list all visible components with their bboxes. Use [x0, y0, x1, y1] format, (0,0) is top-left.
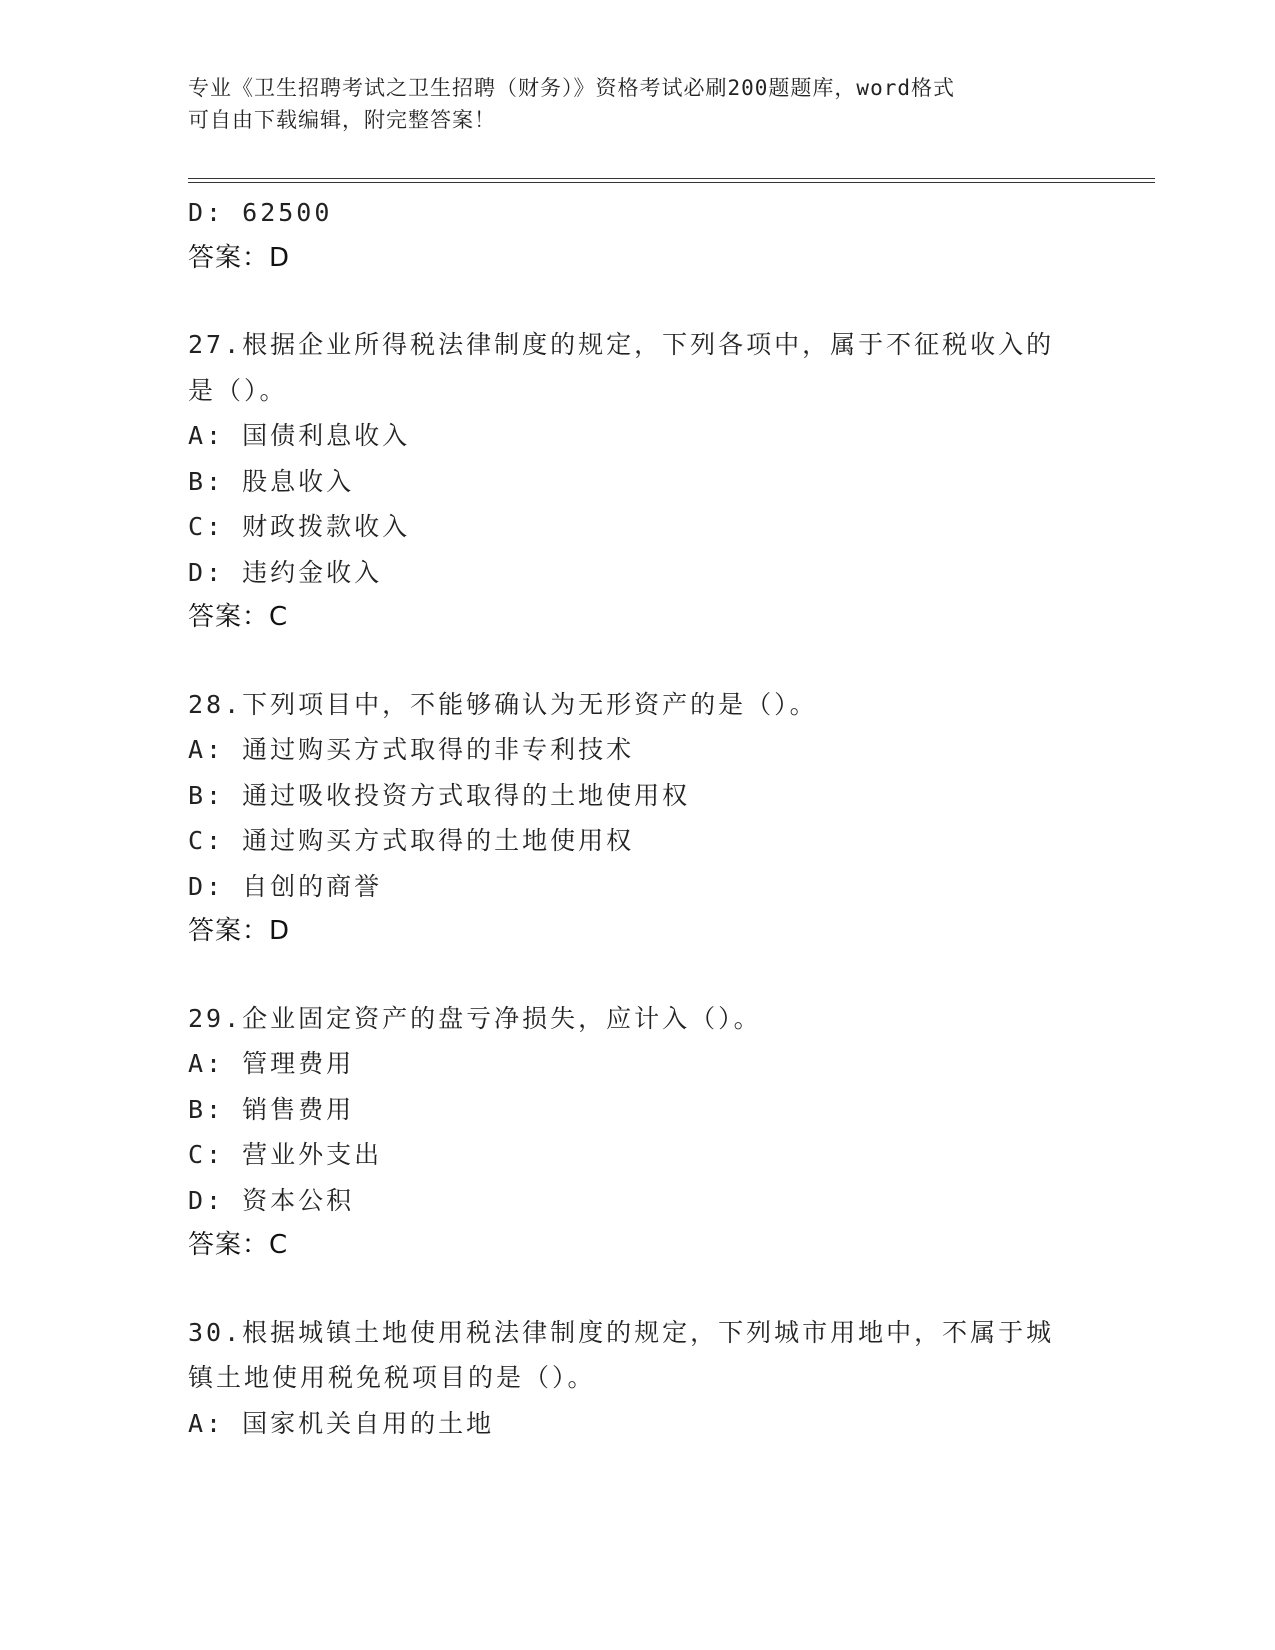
option-c: C: 财政拨款收入 [188, 512, 411, 541]
answer-line: 答案：D [188, 242, 291, 273]
question-stem-continued: 是（）。 [188, 375, 288, 405]
question-stem: 27.根据企业所得税法律制度的规定，下列各项中，属于不征税收入的 [188, 330, 1055, 359]
header-divider-top [188, 178, 1155, 179]
option-d: D: 违约金收入 [188, 557, 383, 587]
spacer [188, 1269, 1088, 1310]
option-d: D: 自创的商誉 [188, 871, 383, 901]
option-c: C: 通过购买方式取得的土地使用权 [188, 826, 635, 855]
question-28 [188, 682, 1088, 955]
option-b: B: 销售费用 [188, 1094, 355, 1124]
option-b: B: 股息收入 [188, 466, 355, 496]
option-d: D: 62500 [188, 198, 333, 227]
option-a: A: 通过购买方式取得的非专利技术 [188, 735, 635, 764]
option-b: B: 通过吸收投资方式取得的土地使用权 [188, 780, 691, 810]
question-stem: 29.企业固定资产的盘亏净损失，应计入（）。 [188, 1003, 762, 1033]
question-stem: 28.下列项目中，不能够确认为无形资产的是（）。 [188, 689, 818, 719]
option-a: A: 国家机关自用的土地 [188, 1408, 495, 1438]
answer-line: 答案：C [188, 602, 289, 632]
header-divider-bottom [188, 182, 1155, 183]
option-d: D: 资本公积 [188, 1185, 355, 1215]
spacer [188, 641, 1088, 682]
option-a: A: 管理费用 [188, 1049, 355, 1078]
page-header [188, 72, 1068, 136]
spacer [188, 955, 1088, 996]
answer-line: 答案：D [188, 916, 291, 946]
question-stem-continued: 镇土地使用税免税项目的是（）。 [188, 1363, 596, 1392]
header-title-line-1: 专业《卫生招聘考试之卫生招聘（财务）》资格考试必刷200题题库，word格式 [188, 76, 955, 100]
question-30 [188, 1310, 1088, 1447]
answer-line: 答案：C [188, 1230, 289, 1260]
question-list [188, 190, 1088, 1446]
option-a: A: 国债利息收入 [188, 421, 411, 450]
question-29 [188, 996, 1088, 1269]
option-c: C: 营业外支出 [188, 1140, 383, 1169]
question-stem: 30.根据城镇土地使用税法律制度的规定，下列城市用地中，不属于城 [188, 1317, 1055, 1347]
spacer [188, 281, 1088, 322]
header-title-line-2: 可自由下载编辑，附完整答案！ [188, 108, 496, 132]
question-27 [188, 322, 1088, 641]
